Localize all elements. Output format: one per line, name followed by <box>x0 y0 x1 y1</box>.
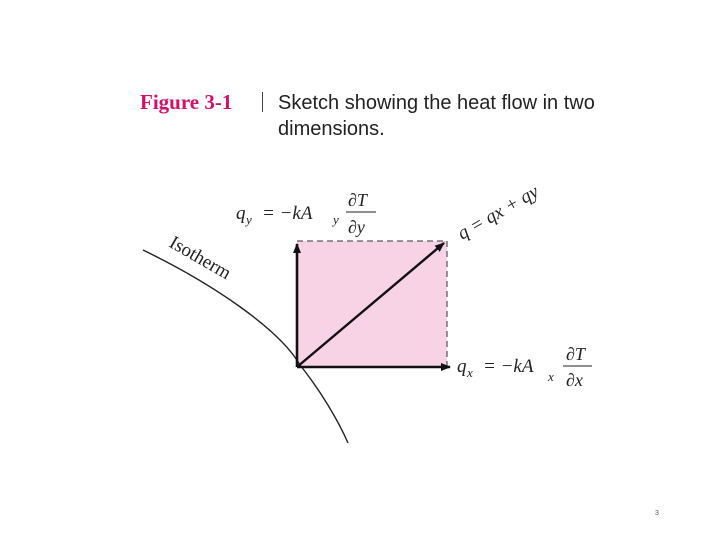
qy-lhs-sub: y <box>246 212 252 227</box>
qx-numerator: ∂T <box>566 344 585 364</box>
qx-middle: = −kA <box>483 356 534 377</box>
qx-equation <box>457 344 592 390</box>
qx-lhs: q <box>457 356 467 377</box>
qy-middle: = −kA <box>262 203 313 224</box>
qy-lhs: q <box>236 203 246 224</box>
figure-caption: Sketch showing the heat flow in two dimensions. <box>278 92 595 140</box>
qx-lhs-sub: x <box>467 365 473 380</box>
page-number: 3 <box>655 510 659 517</box>
qx-middle-sub: x <box>548 369 554 384</box>
qy-numerator: ∂T <box>348 190 367 210</box>
resultant-equation: q = qx + qy <box>454 181 543 245</box>
isotherm-label: Isotherm <box>165 232 235 285</box>
qy-middle-sub: y <box>333 212 339 227</box>
qx-denominator: ∂x <box>566 370 583 390</box>
qy-equation <box>236 190 376 237</box>
qy-denominator: ∂y <box>348 217 365 237</box>
figure-label: Figure 3-1 <box>140 90 233 114</box>
